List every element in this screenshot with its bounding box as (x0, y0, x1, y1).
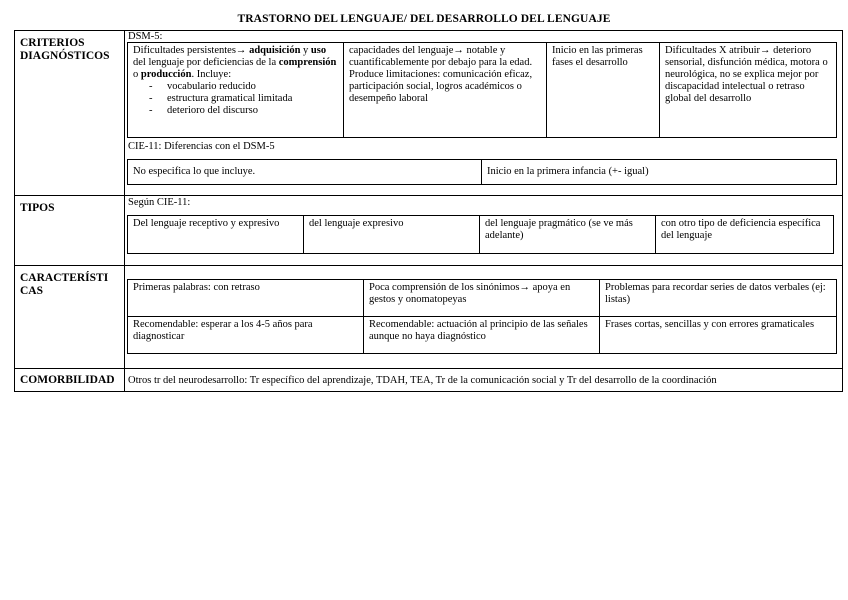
tipos-heading: Según CIE-11: (128, 197, 191, 208)
row-comorbilidad (15, 369, 843, 392)
main-table (14, 30, 843, 392)
dsm-c1-text-i: . Incluye: (191, 69, 232, 80)
dsm-criterion-d: Dificultades X atribuir→ deterioro sensorial, disfunción médica, motora o neurológica, no se explica mejor por discapacidad intelectual o retraso global del desarrollo (660, 43, 837, 138)
label-criterios-line1: CRITERIOS (20, 37, 85, 49)
tipos-table (127, 215, 834, 254)
cie-difference-1: No especifica lo que incluye. (128, 160, 482, 185)
dsm-c1-text-a: Dificultades persistentes→ (133, 45, 250, 56)
row-caracteristicas (15, 266, 843, 369)
label-criterios-line2: DIAGNÓSTICOS (20, 50, 110, 62)
label-caracteristicas (15, 266, 125, 369)
document-title: TRASTORNO DEL LENGUAJE/ DEL DESARROLLO DEL LENGUAJE (237, 13, 611, 25)
criterios-content (125, 31, 843, 196)
list-item: - vocabulario reducido (149, 81, 339, 93)
caracteristica-cell: Poca comprensión de los sinónimos→ apoya en gestos y onomatopeyas (364, 280, 600, 317)
dsm-c1-adquisicion: adquisición (249, 45, 301, 56)
caracteristica-cell: Recomendable: actuación al principio de las señales aunque no haya diagnóstico (364, 317, 600, 354)
caracteristica-cell: Frases cortas, sencillas y con errores gramaticales (600, 317, 837, 354)
label-criterios (15, 31, 125, 196)
dsm-c1-list (133, 81, 339, 117)
dsm-c2-text: capacidades del lenguaje→ notable y cuantificablemente por debajo para la edad. (349, 45, 533, 68)
dsm-criterion-a (128, 43, 344, 138)
tipo-cell: con otro tipo de deficiencia específica del lenguaje (656, 216, 834, 254)
dsm-c1-text-e: del lenguaje por deficiencias de la (133, 57, 279, 68)
caracteristicas-content (125, 266, 843, 369)
row-criterios (15, 31, 843, 196)
dsm-criterion-c: Inicio en las primeras fases el desarrollo (547, 43, 660, 138)
label-caracteristicas-line1: CARACTERÍSTI (20, 272, 109, 284)
list-item: - deterioro del discurso (149, 105, 339, 117)
tipo-cell: Del lenguaje receptivo y expresivo (128, 216, 304, 254)
dsm-c1-produccion: producción (140, 69, 192, 80)
caracteristica-cell: Recomendable: esperar a los 4-5 años para diagnosticar (128, 317, 364, 354)
label-tipos: TIPOS (15, 196, 125, 266)
row-tipos (15, 196, 843, 266)
dsm-c1-comprension: comprensión (278, 57, 337, 68)
caracteristica-cell: Problemas para recordar series de datos verbales (ej: listas) (600, 280, 837, 317)
list-item: - estructura gramatical limitada (149, 93, 339, 105)
cie-heading: CIE-11: Diferencias con el DSM-5 (128, 141, 275, 152)
caracteristica-cell: Primeras palabras: con retraso (128, 280, 364, 317)
dsm-c1-uso: uso (310, 45, 327, 56)
tipo-cell: del lenguaje expresivo (304, 216, 480, 254)
dsm-c2-text-b: Produce limitaciones: comunicación eficaz, participación social, logros académicos o desempeño laboral (349, 69, 533, 104)
dsm-criterion-b (344, 43, 547, 138)
cie-difference-2: Inicio en la primera infancia (+- igual) (482, 160, 837, 185)
label-comorbilidad: COMORBILIDAD (15, 369, 125, 392)
label-caracteristicas-line2: CAS (20, 285, 44, 297)
dsm-heading: DSM-5: (128, 31, 163, 42)
dsm-c1-text-c: y (300, 45, 311, 56)
dsm-table (127, 42, 837, 138)
tipo-cell: del lenguaje pragmático (se ve más adelante) (480, 216, 656, 254)
tipos-content (125, 196, 843, 266)
caracteristicas-table (127, 279, 837, 354)
dsm-c1-text-g: o (133, 69, 141, 80)
comorbilidad-text: Otros tr del neurodesarrollo: Tr específico del aprendizaje, TDAH, TEA, Tr de la comunicación social y Tr del desarrollo de la coordinación (125, 369, 843, 392)
cie-table (127, 159, 837, 185)
